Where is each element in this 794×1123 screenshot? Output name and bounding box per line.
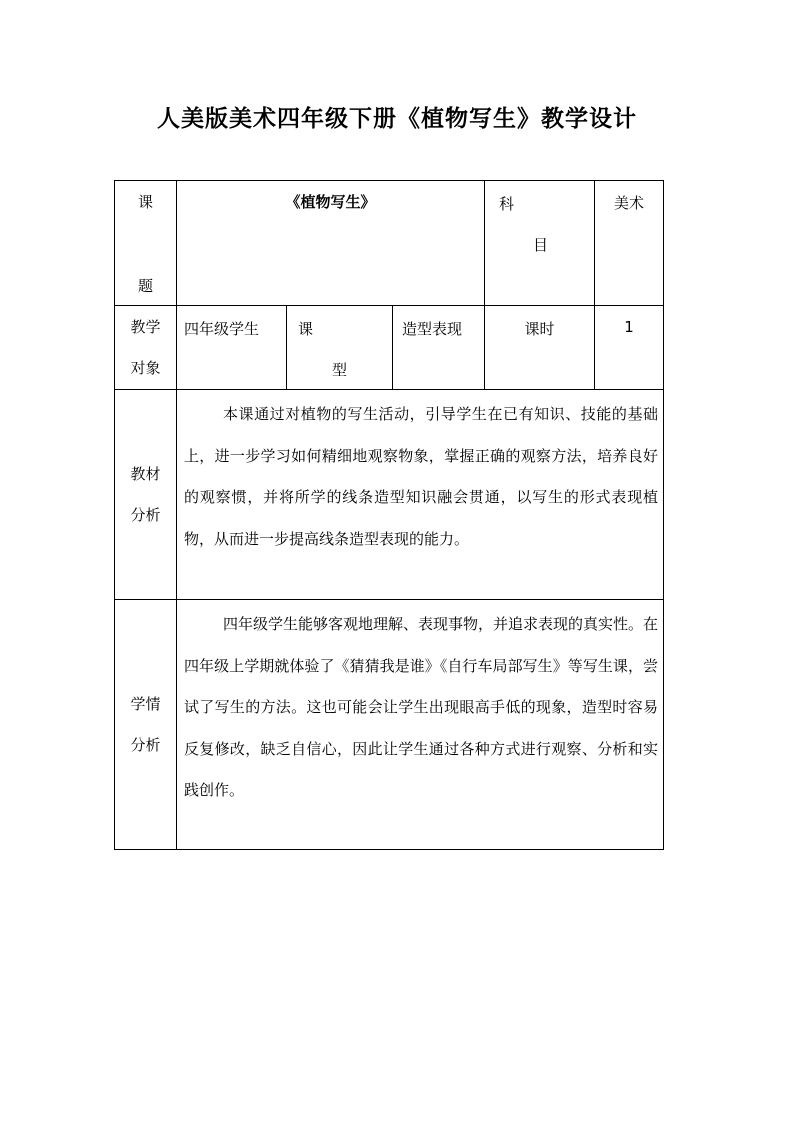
cell-topic-value <box>177 181 485 306</box>
cell-target-value <box>177 306 287 390</box>
hours-label: 课时 <box>524 320 555 338</box>
row-student-analysis <box>115 600 664 850</box>
material-analysis-text: 本课通过对植物的写生活动，引导学生在已有知识、技能的基础上，进一步学习如何精细地观察物象，掌握正确的观察方法，培养良好的观察惯，并将所学的线条造型知识融会贯通，以写生的形式表现植物，从而进一步提高线条造型表现的能力。 <box>184 405 659 548</box>
student-analysis-text: 四年级学生能够客观地理解、表现事物，并追求表现的真实性。在四年级上学期就体验了《猜猜我是谁》《自行车局部写生》等写生课，尝试了写生的方法。这也可能会让学生出现眼高手低的现象，造型时容易反复修改，缺乏自信心，因此让学生通过各种方式进行观察、分析和实践创作。 <box>184 615 659 799</box>
student-label-top: 学情 <box>130 694 161 713</box>
hours-value: 1 <box>624 318 634 336</box>
cell-type-label <box>287 306 393 390</box>
cell-student-label <box>115 600 177 850</box>
cell-target-label <box>115 306 177 390</box>
cell-student-text <box>177 600 664 850</box>
subject-value: 美术 <box>614 194 645 212</box>
type-label-bottom: 型 <box>332 361 348 379</box>
topic-label-top: 课 <box>137 193 153 211</box>
cell-type-value <box>393 306 485 390</box>
cell-hours-label <box>485 306 595 390</box>
target-value: 四年级学生 <box>184 320 260 338</box>
target-label-top: 教学 <box>130 318 161 336</box>
cell-material-label <box>115 390 177 600</box>
cell-topic-label <box>115 181 177 306</box>
material-label-top: 教材 <box>130 464 161 483</box>
material-label-bottom: 分析 <box>130 505 161 524</box>
type-label-top: 课 <box>298 320 314 338</box>
type-value: 造型表现 <box>402 320 463 338</box>
cell-material-text <box>177 390 664 600</box>
topic-value: 《植物写生》 <box>285 193 376 211</box>
row-topic <box>115 181 664 306</box>
document-title: 人美版美术四年级下册《植物写生》教学设计 <box>157 105 637 132</box>
cell-subject-label <box>485 181 595 306</box>
cell-hours-value <box>595 306 664 390</box>
subject-label-top: 科 <box>499 195 515 213</box>
student-label-bottom: 分析 <box>130 735 161 754</box>
target-label-bottom: 对象 <box>130 359 161 377</box>
lesson-plan-table <box>114 180 664 850</box>
topic-label-bottom: 题 <box>137 277 153 295</box>
row-target <box>115 306 664 390</box>
subject-label-bottom: 目 <box>533 236 549 254</box>
cell-subject-value <box>595 181 664 306</box>
row-material-analysis <box>115 390 664 600</box>
